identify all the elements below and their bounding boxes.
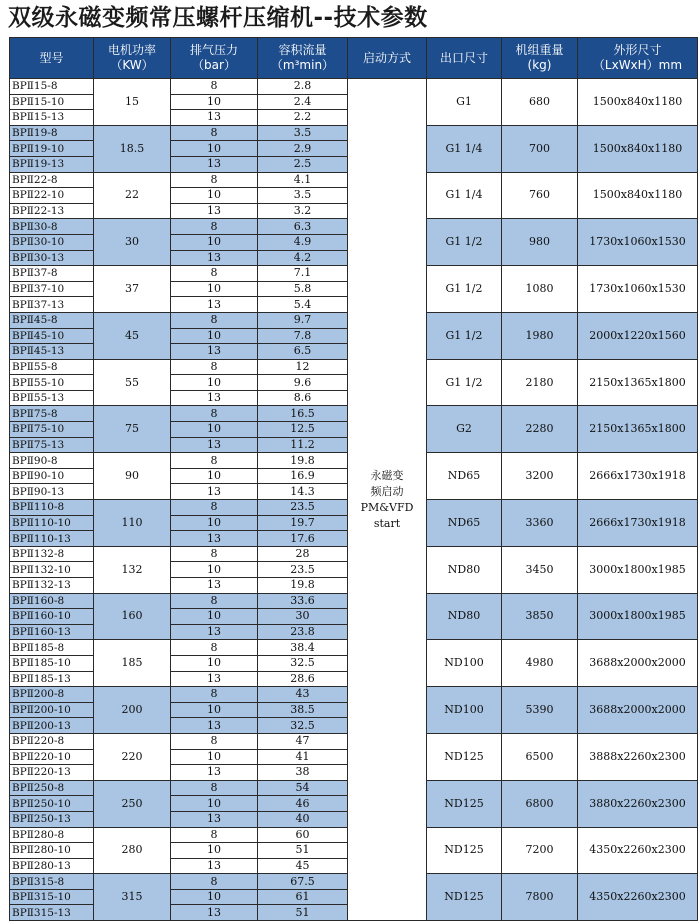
power-cell: 55 bbox=[94, 359, 171, 406]
flow-cell: 51 bbox=[258, 843, 348, 859]
flow-cell: 16.5 bbox=[258, 406, 348, 422]
model-cell: BPⅡ132-13 bbox=[10, 578, 94, 594]
weight-cell: 6800 bbox=[502, 780, 578, 827]
pressure-cell: 10 bbox=[171, 468, 258, 484]
power-cell: 30 bbox=[94, 219, 171, 266]
pressure-cell: 13 bbox=[171, 905, 258, 921]
pressure-cell: 8 bbox=[171, 312, 258, 328]
power-cell: 45 bbox=[94, 312, 171, 359]
pressure-cell: 8 bbox=[171, 172, 258, 188]
pressure-cell: 10 bbox=[171, 141, 258, 157]
weight-cell: 760 bbox=[502, 172, 578, 219]
flow-cell: 14.3 bbox=[258, 484, 348, 500]
weight-cell: 5390 bbox=[502, 687, 578, 734]
outlet-cell: ND80 bbox=[427, 546, 502, 593]
flow-cell: 2.5 bbox=[258, 156, 348, 172]
header-flow: 容积流量 （m³min） bbox=[258, 38, 348, 79]
pressure-cell: 13 bbox=[171, 297, 258, 313]
model-cell: BPⅡ37-8 bbox=[10, 266, 94, 282]
power-cell: 280 bbox=[94, 827, 171, 874]
model-cell: BPⅡ160-13 bbox=[10, 624, 94, 640]
flow-cell: 38.4 bbox=[258, 640, 348, 656]
model-cell: BPⅡ90-13 bbox=[10, 484, 94, 500]
model-cell: BPⅡ110-10 bbox=[10, 515, 94, 531]
model-cell: BPⅡ30-8 bbox=[10, 219, 94, 235]
model-cell: BPⅡ55-13 bbox=[10, 390, 94, 406]
power-cell: 200 bbox=[94, 687, 171, 734]
power-cell: 90 bbox=[94, 453, 171, 500]
pressure-cell: 10 bbox=[171, 889, 258, 905]
weight-cell: 2180 bbox=[502, 359, 578, 406]
flow-cell: 4.9 bbox=[258, 234, 348, 250]
start-method-line: start bbox=[373, 516, 401, 530]
model-cell: BPⅡ280-8 bbox=[10, 827, 94, 843]
dims-cell: 2666x1730x1918 bbox=[578, 453, 698, 500]
weight-cell: 7800 bbox=[502, 874, 578, 921]
model-cell: BPⅡ22-8 bbox=[10, 172, 94, 188]
pressure-cell: 8 bbox=[171, 780, 258, 796]
pressure-cell: 10 bbox=[171, 749, 258, 765]
pressure-cell: 10 bbox=[171, 655, 258, 671]
dims-cell: 2150x1365x1800 bbox=[578, 359, 698, 406]
flow-cell: 3.5 bbox=[258, 125, 348, 141]
model-cell: BPⅡ37-10 bbox=[10, 281, 94, 297]
flow-cell: 12.5 bbox=[258, 422, 348, 438]
dims-cell: 4350x2260x2300 bbox=[578, 827, 698, 874]
pressure-cell: 8 bbox=[171, 219, 258, 235]
model-cell: BPⅡ250-10 bbox=[10, 796, 94, 812]
flow-cell: 19.8 bbox=[258, 578, 348, 594]
weight-cell: 7200 bbox=[502, 827, 578, 874]
flow-cell: 17.6 bbox=[258, 531, 348, 547]
dims-cell: 3000x1800x1985 bbox=[578, 546, 698, 593]
flow-cell: 4.2 bbox=[258, 250, 348, 266]
pressure-cell: 8 bbox=[171, 640, 258, 656]
flow-cell: 61 bbox=[258, 889, 348, 905]
power-cell: 220 bbox=[94, 733, 171, 780]
pressure-cell: 8 bbox=[171, 359, 258, 375]
dims-cell: 1500x840x1180 bbox=[578, 172, 698, 219]
flow-cell: 11.2 bbox=[258, 437, 348, 453]
pressure-cell: 10 bbox=[171, 562, 258, 578]
dims-cell: 2150x1365x1800 bbox=[578, 406, 698, 453]
model-cell: BPⅡ185-10 bbox=[10, 655, 94, 671]
model-cell: BPⅡ30-10 bbox=[10, 234, 94, 250]
pressure-cell: 10 bbox=[171, 234, 258, 250]
flow-cell: 28 bbox=[258, 546, 348, 562]
pressure-cell: 13 bbox=[171, 390, 258, 406]
model-cell: BPⅡ75-13 bbox=[10, 437, 94, 453]
dims-cell: 1500x840x1180 bbox=[578, 79, 698, 126]
header-outlet: 出口尺寸 bbox=[427, 38, 502, 79]
flow-cell: 5.8 bbox=[258, 281, 348, 297]
flow-cell: 23.8 bbox=[258, 624, 348, 640]
flow-cell: 3.2 bbox=[258, 203, 348, 219]
model-cell: BPⅡ19-10 bbox=[10, 141, 94, 157]
outlet-cell: ND125 bbox=[427, 780, 502, 827]
pressure-cell: 10 bbox=[171, 515, 258, 531]
pressure-cell: 13 bbox=[171, 624, 258, 640]
start-method-line: 频启动 bbox=[370, 484, 404, 498]
spec-table bbox=[9, 37, 698, 921]
outlet-cell: ND65 bbox=[427, 453, 502, 500]
model-cell: BPⅡ200-8 bbox=[10, 687, 94, 703]
model-cell: BPⅡ132-10 bbox=[10, 562, 94, 578]
flow-cell: 5.4 bbox=[258, 297, 348, 313]
dims-cell: 1730x1060x1530 bbox=[578, 266, 698, 313]
pressure-cell: 10 bbox=[171, 188, 258, 204]
weight-cell: 3360 bbox=[502, 500, 578, 547]
model-cell: BPⅡ55-8 bbox=[10, 359, 94, 375]
flow-cell: 2.2 bbox=[258, 110, 348, 126]
pressure-cell: 8 bbox=[171, 687, 258, 703]
flow-cell: 60 bbox=[258, 827, 348, 843]
weight-cell: 4980 bbox=[502, 640, 578, 687]
model-cell: BPⅡ45-13 bbox=[10, 344, 94, 360]
pressure-cell: 13 bbox=[171, 531, 258, 547]
flow-cell: 4.1 bbox=[258, 172, 348, 188]
start-method-line: PM&VFD bbox=[360, 500, 414, 514]
pressure-cell: 8 bbox=[171, 125, 258, 141]
model-cell: BPⅡ160-10 bbox=[10, 609, 94, 625]
flow-cell: 7.1 bbox=[258, 266, 348, 282]
model-cell: BPⅡ15-8 bbox=[10, 79, 94, 95]
model-cell: BPⅡ280-10 bbox=[10, 843, 94, 859]
weight-cell: 980 bbox=[502, 219, 578, 266]
outlet-cell: G1 1/2 bbox=[427, 359, 502, 406]
flow-cell: 38 bbox=[258, 765, 348, 781]
flow-cell: 3.5 bbox=[258, 188, 348, 204]
model-cell: BPⅡ22-10 bbox=[10, 188, 94, 204]
page-title: 双级永磁变频常压螺杆压缩机--技术参数 bbox=[8, 5, 428, 31]
model-cell: BPⅡ185-8 bbox=[10, 640, 94, 656]
flow-cell: 54 bbox=[258, 780, 348, 796]
pressure-cell: 13 bbox=[171, 344, 258, 360]
outlet-cell: ND125 bbox=[427, 827, 502, 874]
model-cell: BPⅡ19-8 bbox=[10, 125, 94, 141]
model-cell: BPⅡ200-13 bbox=[10, 718, 94, 734]
power-cell: 37 bbox=[94, 266, 171, 313]
header-row bbox=[10, 38, 698, 79]
header-weight: 机组重量 (kg) bbox=[502, 38, 578, 79]
outlet-cell: G1 1/4 bbox=[427, 172, 502, 219]
flow-cell: 2.8 bbox=[258, 79, 348, 95]
dims-cell: 3000x1800x1985 bbox=[578, 593, 698, 640]
pressure-cell: 8 bbox=[171, 546, 258, 562]
model-cell: BPⅡ75-8 bbox=[10, 406, 94, 422]
weight-cell: 1080 bbox=[502, 266, 578, 313]
flow-cell: 16.9 bbox=[258, 468, 348, 484]
pressure-cell: 13 bbox=[171, 765, 258, 781]
flow-cell: 67.5 bbox=[258, 874, 348, 890]
weight-cell: 700 bbox=[502, 125, 578, 172]
flow-cell: 38.5 bbox=[258, 702, 348, 718]
model-cell: BPⅡ200-10 bbox=[10, 702, 94, 718]
start-method-cell bbox=[348, 79, 427, 921]
pressure-cell: 8 bbox=[171, 827, 258, 843]
flow-cell: 9.6 bbox=[258, 375, 348, 391]
pressure-cell: 8 bbox=[171, 406, 258, 422]
weight-cell: 680 bbox=[502, 79, 578, 126]
outlet-cell: ND125 bbox=[427, 733, 502, 780]
pressure-cell: 8 bbox=[171, 874, 258, 890]
flow-cell: 6.5 bbox=[258, 344, 348, 360]
model-cell: BPⅡ110-13 bbox=[10, 531, 94, 547]
dims-cell: 3888x2260x2300 bbox=[578, 733, 698, 780]
outlet-cell: G1 1/4 bbox=[427, 125, 502, 172]
pressure-cell: 13 bbox=[171, 811, 258, 827]
model-cell: BPⅡ315-8 bbox=[10, 874, 94, 890]
pressure-cell: 13 bbox=[171, 437, 258, 453]
power-cell: 160 bbox=[94, 593, 171, 640]
pressure-cell: 10 bbox=[171, 94, 258, 110]
flow-cell: 51 bbox=[258, 905, 348, 921]
model-cell: BPⅡ55-10 bbox=[10, 375, 94, 391]
outlet-cell: G2 bbox=[427, 406, 502, 453]
power-cell: 22 bbox=[94, 172, 171, 219]
outlet-cell: G1 1/2 bbox=[427, 312, 502, 359]
model-cell: BPⅡ15-10 bbox=[10, 94, 94, 110]
flow-cell: 7.8 bbox=[258, 328, 348, 344]
model-cell: BPⅡ30-13 bbox=[10, 250, 94, 266]
outlet-cell: ND100 bbox=[427, 640, 502, 687]
model-cell: BPⅡ19-13 bbox=[10, 156, 94, 172]
model-cell: BPⅡ160-8 bbox=[10, 593, 94, 609]
dims-cell: 1730x1060x1530 bbox=[578, 219, 698, 266]
power-cell: 132 bbox=[94, 546, 171, 593]
table-row bbox=[10, 79, 698, 95]
weight-cell: 3850 bbox=[502, 593, 578, 640]
model-cell: BPⅡ315-13 bbox=[10, 905, 94, 921]
header-model: 型号 bbox=[10, 38, 94, 79]
flow-cell: 43 bbox=[258, 687, 348, 703]
flow-cell: 32.5 bbox=[258, 655, 348, 671]
flow-cell: 41 bbox=[258, 749, 348, 765]
pressure-cell: 8 bbox=[171, 500, 258, 516]
model-cell: BPⅡ75-10 bbox=[10, 422, 94, 438]
flow-cell: 6.3 bbox=[258, 219, 348, 235]
pressure-cell: 13 bbox=[171, 718, 258, 734]
pressure-cell: 10 bbox=[171, 609, 258, 625]
power-cell: 110 bbox=[94, 500, 171, 547]
pressure-cell: 13 bbox=[171, 858, 258, 874]
model-cell: BPⅡ185-13 bbox=[10, 671, 94, 687]
flow-cell: 2.4 bbox=[258, 94, 348, 110]
flow-cell: 12 bbox=[258, 359, 348, 375]
header-power: 电机功率 （KW） bbox=[94, 38, 171, 79]
spec-table-body bbox=[10, 79, 698, 921]
model-cell: BPⅡ45-8 bbox=[10, 312, 94, 328]
start-method-line: 永磁变 bbox=[370, 468, 404, 482]
weight-cell: 6500 bbox=[502, 733, 578, 780]
flow-cell: 9.7 bbox=[258, 312, 348, 328]
pressure-cell: 8 bbox=[171, 453, 258, 469]
model-cell: BPⅡ15-13 bbox=[10, 110, 94, 126]
pressure-cell: 10 bbox=[171, 843, 258, 859]
model-cell: BPⅡ220-10 bbox=[10, 749, 94, 765]
power-cell: 15 bbox=[94, 79, 171, 126]
weight-cell: 2280 bbox=[502, 406, 578, 453]
header-dims: 外形尺寸 （LxWxH）mm bbox=[578, 38, 698, 79]
model-cell: BPⅡ315-10 bbox=[10, 889, 94, 905]
pressure-cell: 10 bbox=[171, 375, 258, 391]
flow-cell: 46 bbox=[258, 796, 348, 812]
flow-cell: 45 bbox=[258, 858, 348, 874]
flow-cell: 23.5 bbox=[258, 562, 348, 578]
pressure-cell: 10 bbox=[171, 796, 258, 812]
flow-cell: 23.5 bbox=[258, 500, 348, 516]
outlet-cell: G1 1/2 bbox=[427, 266, 502, 313]
model-cell: BPⅡ45-10 bbox=[10, 328, 94, 344]
pressure-cell: 10 bbox=[171, 281, 258, 297]
flow-cell: 30 bbox=[258, 609, 348, 625]
model-cell: BPⅡ90-10 bbox=[10, 468, 94, 484]
pressure-cell: 13 bbox=[171, 203, 258, 219]
model-cell: BPⅡ132-8 bbox=[10, 546, 94, 562]
model-cell: BPⅡ280-13 bbox=[10, 858, 94, 874]
flow-cell: 40 bbox=[258, 811, 348, 827]
dims-cell: 1500x840x1180 bbox=[578, 125, 698, 172]
header-pressure: 排气压力 （bar） bbox=[171, 38, 258, 79]
header-start: 启动方式 bbox=[348, 38, 427, 79]
flow-cell: 32.5 bbox=[258, 718, 348, 734]
pressure-cell: 13 bbox=[171, 484, 258, 500]
power-cell: 75 bbox=[94, 406, 171, 453]
flow-cell: 19.8 bbox=[258, 453, 348, 469]
outlet-cell: ND65 bbox=[427, 500, 502, 547]
flow-cell: 28.6 bbox=[258, 671, 348, 687]
power-cell: 185 bbox=[94, 640, 171, 687]
pressure-cell: 13 bbox=[171, 250, 258, 266]
outlet-cell: ND100 bbox=[427, 687, 502, 734]
dims-cell: 2666x1730x1918 bbox=[578, 500, 698, 547]
power-cell: 250 bbox=[94, 780, 171, 827]
flow-cell: 8.6 bbox=[258, 390, 348, 406]
outlet-cell: ND80 bbox=[427, 593, 502, 640]
dims-cell: 4350x2260x2300 bbox=[578, 874, 698, 921]
outlet-cell: G1 1/2 bbox=[427, 219, 502, 266]
pressure-cell: 10 bbox=[171, 422, 258, 438]
pressure-cell: 13 bbox=[171, 156, 258, 172]
power-cell: 18.5 bbox=[94, 125, 171, 172]
model-cell: BPⅡ220-8 bbox=[10, 733, 94, 749]
weight-cell: 3450 bbox=[502, 546, 578, 593]
pressure-cell: 8 bbox=[171, 266, 258, 282]
flow-cell: 47 bbox=[258, 733, 348, 749]
dims-cell: 2000x1220x1560 bbox=[578, 312, 698, 359]
dims-cell: 3880x2260x2300 bbox=[578, 780, 698, 827]
pressure-cell: 13 bbox=[171, 110, 258, 126]
model-cell: BPⅡ37-13 bbox=[10, 297, 94, 313]
weight-cell: 1980 bbox=[502, 312, 578, 359]
flow-cell: 33.6 bbox=[258, 593, 348, 609]
model-cell: BPⅡ250-13 bbox=[10, 811, 94, 827]
power-cell: 315 bbox=[94, 874, 171, 921]
pressure-cell: 10 bbox=[171, 328, 258, 344]
outlet-cell: ND125 bbox=[427, 874, 502, 921]
dims-cell: 3688x2000x2000 bbox=[578, 640, 698, 687]
flow-cell: 19.7 bbox=[258, 515, 348, 531]
weight-cell: 3200 bbox=[502, 453, 578, 500]
model-cell: BPⅡ220-13 bbox=[10, 765, 94, 781]
model-cell: BPⅡ110-8 bbox=[10, 500, 94, 516]
model-cell: BPⅡ90-8 bbox=[10, 453, 94, 469]
model-cell: BPⅡ250-8 bbox=[10, 780, 94, 796]
pressure-cell: 10 bbox=[171, 702, 258, 718]
pressure-cell: 8 bbox=[171, 79, 258, 95]
outlet-cell: G1 bbox=[427, 79, 502, 126]
pressure-cell: 8 bbox=[171, 733, 258, 749]
model-cell: BPⅡ22-13 bbox=[10, 203, 94, 219]
dims-cell: 3688x2000x2000 bbox=[578, 687, 698, 734]
pressure-cell: 13 bbox=[171, 578, 258, 594]
flow-cell: 2.9 bbox=[258, 141, 348, 157]
pressure-cell: 13 bbox=[171, 671, 258, 687]
pressure-cell: 8 bbox=[171, 593, 258, 609]
